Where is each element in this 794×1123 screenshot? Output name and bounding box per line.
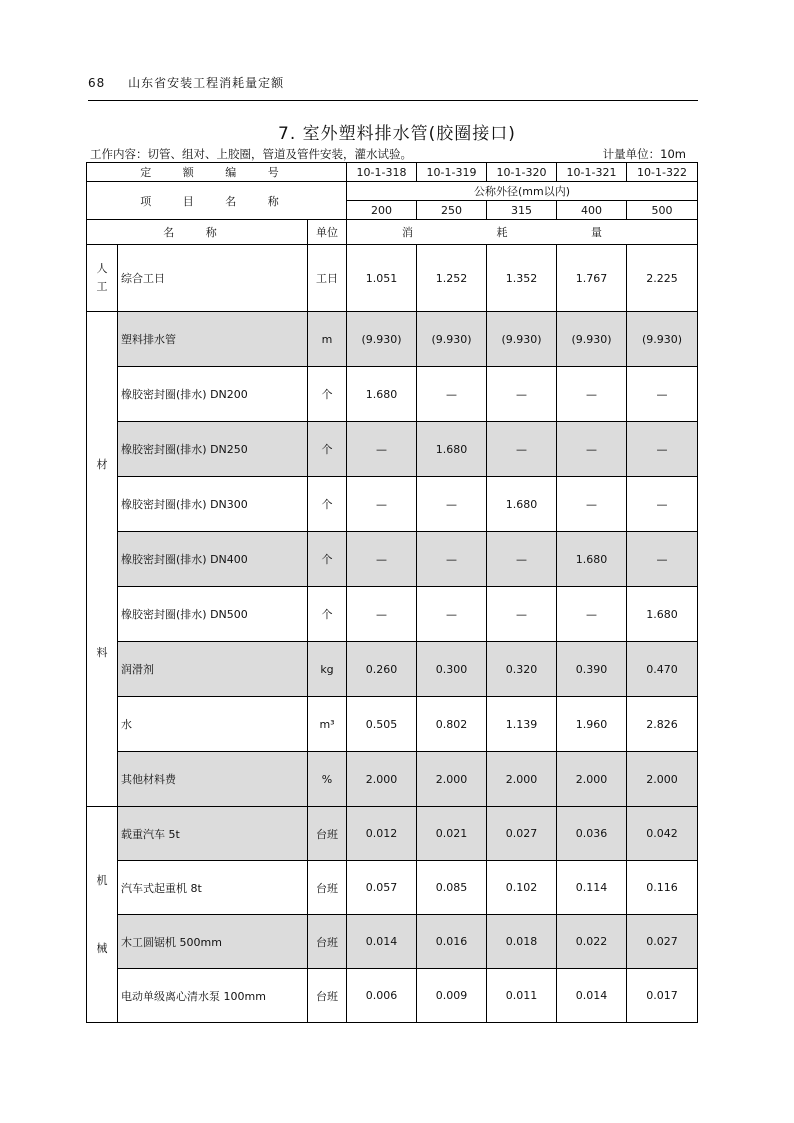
item-unit: 个 [308, 367, 347, 422]
value-cell: — [347, 587, 417, 642]
item-unit: 台班 [308, 969, 347, 1023]
item-name: 橡胶密封圈(排水) DN200 [118, 367, 308, 422]
header-rule [88, 100, 698, 101]
value-cell: — [417, 587, 487, 642]
labor-row [87, 245, 698, 312]
value-cell: (9.930) [487, 312, 557, 367]
item-name: 其他材料费 [118, 752, 308, 807]
value-cell: 2.000 [487, 752, 557, 807]
value-cell: 0.102 [487, 861, 557, 915]
value-cell: — [417, 367, 487, 422]
value-cell: 1.680 [557, 532, 627, 587]
value-cell: 0.260 [347, 642, 417, 697]
quota-table [86, 162, 698, 1023]
value-cell: 1.680 [347, 367, 417, 422]
value-cell: 0.390 [557, 642, 627, 697]
material-row [87, 477, 698, 532]
value-cell: 0.802 [417, 697, 487, 752]
unit-label: 计量单位：10m [602, 147, 686, 161]
value-cell: — [347, 532, 417, 587]
material-row [87, 532, 698, 587]
value-cell: — [557, 477, 627, 532]
value-cell: 1.680 [487, 477, 557, 532]
material-row [87, 697, 698, 752]
value-cell: 0.027 [487, 807, 557, 861]
value-cell: 1.680 [417, 422, 487, 477]
item-name: 橡胶密封圈(排水) DN250 [118, 422, 308, 477]
item-name: 汽车式起重机 8t [118, 861, 308, 915]
value-cell: — [347, 422, 417, 477]
value-cell: — [417, 532, 487, 587]
value-cell: — [557, 587, 627, 642]
value-cell: 0.011 [487, 969, 557, 1023]
labor-category-label: 人 工 [87, 245, 118, 312]
value-cell: — [487, 422, 557, 477]
value-cell: 1.139 [487, 697, 557, 752]
item-unit: m³ [308, 697, 347, 752]
item-name: 综合工日 [118, 245, 308, 312]
size-cell: 400 [557, 201, 627, 220]
value-cell: — [627, 532, 698, 587]
machine-row [87, 807, 698, 861]
value-cell: 0.027 [627, 915, 698, 969]
col-consumption-header: 消 耗 量 [347, 220, 698, 245]
machine-row [87, 969, 698, 1023]
value-cell: 1.960 [557, 697, 627, 752]
col-unit-header: 单位 [308, 220, 347, 245]
value-cell: — [487, 587, 557, 642]
value-cell: 1.252 [417, 245, 487, 312]
value-cell: 2.000 [627, 752, 698, 807]
value-cell: 0.036 [557, 807, 627, 861]
value-cell: 0.505 [347, 697, 417, 752]
material-row [87, 642, 698, 697]
value-cell: — [417, 477, 487, 532]
value-cell: (9.930) [627, 312, 698, 367]
value-cell: — [627, 477, 698, 532]
value-cell: 2.225 [627, 245, 698, 312]
value-cell: 1.352 [487, 245, 557, 312]
size-cell: 500 [627, 201, 698, 220]
material-row [87, 312, 698, 367]
item-unit: kg [308, 642, 347, 697]
value-cell: 0.018 [487, 915, 557, 969]
machine-row [87, 861, 698, 915]
value-cell: (9.930) [557, 312, 627, 367]
value-cell: — [487, 532, 557, 587]
value-cell: 0.470 [627, 642, 698, 697]
item-unit: 个 [308, 532, 347, 587]
machine-category-label: 机 械 [87, 807, 118, 1023]
material-row [87, 422, 698, 477]
material-category-label: 材 料 [87, 312, 118, 807]
value-cell: 0.114 [557, 861, 627, 915]
value-cell: 2.000 [557, 752, 627, 807]
value-cell: 0.021 [417, 807, 487, 861]
value-cell: 0.017 [627, 969, 698, 1023]
value-cell: 0.057 [347, 861, 417, 915]
value-cell: — [347, 477, 417, 532]
value-cell: — [487, 367, 557, 422]
page-header [88, 74, 284, 91]
value-cell: — [627, 367, 698, 422]
item-name: 水 [118, 697, 308, 752]
item-name: 塑料排水管 [118, 312, 308, 367]
col-name-header: 名 称 [87, 220, 308, 245]
item-name: 载重汽车 5t [118, 807, 308, 861]
code-cell: 10-1-320 [487, 163, 557, 182]
item-unit: % [308, 752, 347, 807]
item-unit: m [308, 312, 347, 367]
value-cell: 0.116 [627, 861, 698, 915]
item-unit: 工日 [308, 245, 347, 312]
value-cell: 1.051 [347, 245, 417, 312]
quota-code-label: 定 额 编 号 [87, 163, 347, 182]
value-cell: 0.009 [417, 969, 487, 1023]
item-unit: 台班 [308, 807, 347, 861]
value-cell: — [557, 422, 627, 477]
value-cell: 0.300 [417, 642, 487, 697]
item-unit: 个 [308, 477, 347, 532]
page-number: 68 [88, 76, 106, 90]
value-cell: 0.085 [417, 861, 487, 915]
value-cell: — [557, 367, 627, 422]
value-cell: 0.042 [627, 807, 698, 861]
item-unit: 台班 [308, 861, 347, 915]
value-cell: 0.016 [417, 915, 487, 969]
material-row [87, 367, 698, 422]
machine-row [87, 915, 698, 969]
work-content: 工作内容：切管、组对、上胶圈，管道及管件安装，灌水试验。 [90, 147, 412, 161]
value-cell: 1.680 [627, 587, 698, 642]
column-header-row [87, 220, 698, 245]
spec-group-label: 公称外径(mm以内) [347, 182, 698, 201]
spec-group-row [87, 182, 698, 201]
value-cell: 2.000 [417, 752, 487, 807]
item-name-label: 项 目 名 称 [87, 182, 347, 220]
item-name: 橡胶密封圈(排水) DN300 [118, 477, 308, 532]
value-cell: 0.320 [487, 642, 557, 697]
value-cell: 0.006 [347, 969, 417, 1023]
size-cell: 200 [347, 201, 417, 220]
item-name: 润滑剂 [118, 642, 308, 697]
material-row [87, 587, 698, 642]
quota-code-row [87, 163, 698, 182]
item-name: 木工圆锯机 500mm [118, 915, 308, 969]
item-name: 橡胶密封圈(排水) DN500 [118, 587, 308, 642]
value-cell: — [627, 422, 698, 477]
value-cell: (9.930) [347, 312, 417, 367]
value-cell: 2.826 [627, 697, 698, 752]
size-cell: 250 [417, 201, 487, 220]
value-cell: 1.767 [557, 245, 627, 312]
value-cell: 0.012 [347, 807, 417, 861]
value-cell: 0.014 [347, 915, 417, 969]
item-unit: 个 [308, 422, 347, 477]
code-cell: 10-1-321 [557, 163, 627, 182]
code-cell: 10-1-318 [347, 163, 417, 182]
code-cell: 10-1-322 [627, 163, 698, 182]
section-title: 7. 室外塑料排水管(胶圈接口) [278, 124, 516, 144]
value-cell: 0.022 [557, 915, 627, 969]
item-unit: 个 [308, 587, 347, 642]
code-cell: 10-1-319 [417, 163, 487, 182]
value-cell: (9.930) [417, 312, 487, 367]
material-row [87, 752, 698, 807]
value-cell: 2.000 [347, 752, 417, 807]
item-unit: 台班 [308, 915, 347, 969]
book-title: 山东省安装工程消耗量定额 [128, 76, 285, 90]
value-cell: 0.014 [557, 969, 627, 1023]
item-name: 橡胶密封圈(排水) DN400 [118, 532, 308, 587]
item-name: 电动单级离心清水泵 100mm [118, 969, 308, 1023]
size-cell: 315 [487, 201, 557, 220]
